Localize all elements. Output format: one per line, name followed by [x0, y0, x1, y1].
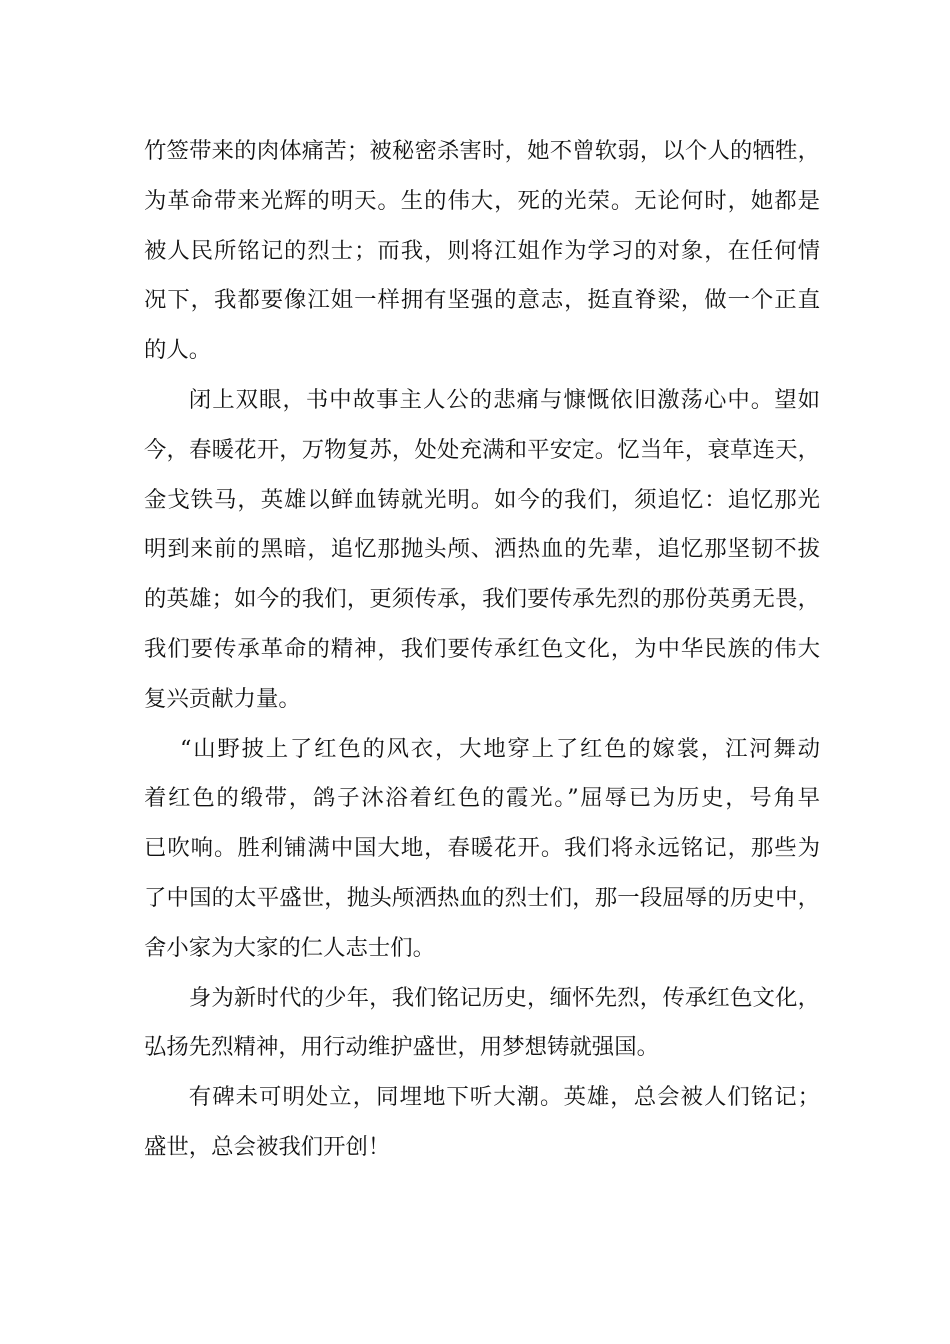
text-line: 已吹响。胜利铺满中国大地，春暖花开。我们将永远铭记，那些为 [144, 835, 820, 862]
paragraph [144, 1073, 820, 1173]
body-text [144, 127, 820, 1173]
text-line: 今，春暖花开，万物复苏，处处充满和平安定。忆当年，衰草连天， [144, 436, 820, 463]
text-line: 着红色的缎带，鸽子沐浴着红色的霞光。”屈辱已为历史，号角早 [144, 785, 820, 812]
paragraph [144, 376, 820, 725]
text-line: 我们要传承革命的精神，我们要传承红色文化，为中华民族的伟大 [144, 635, 820, 662]
paragraph [144, 127, 820, 376]
text-line: 弘扬先烈精神，用行动维护盛世，用梦想铸就强国。 [144, 1034, 659, 1061]
paragraph [144, 974, 820, 1074]
text-line: 的英雄；如今的我们，更须传承，我们要传承先烈的那份英勇无畏， [144, 586, 820, 613]
text-line: 竹签带来的肉体痛苦；被秘密杀害时，她不曾软弱，以个人的牺牲， [144, 138, 820, 164]
text-line: 了中国的太平盛世，抛头颅洒热血的烈士们，那一段屈辱的历史中， [144, 884, 820, 911]
text-line: 明到来前的黑暗，追忆那抛头颅、洒热血的先辈，追忆那坚韧不拔 [144, 536, 820, 563]
text-line: 为革命带来光辉的明天。生的伟大，死的光荣。无论何时，她都是 [144, 187, 820, 214]
text-line: 被人民所铭记的烈士；而我，则将江姐作为学习的对象，在任何情 [144, 237, 820, 264]
text-line: 金戈铁马，英雄以鲜血铸就光明。如今的我们，须追忆：追忆那光 [144, 486, 820, 513]
text-line: 盛世，总会被我们开创！ [144, 1133, 391, 1160]
text-line: 闭上双眼，书中故事主人公的悲痛与慷慨依旧激荡心中。望如 [188, 386, 820, 413]
text-line: 舍小家为大家的仁人志士们。 [144, 934, 436, 961]
text-line: 身为新时代的少年，我们铭记历史，缅怀先烈，传承红色文化， [188, 984, 820, 1011]
text-line: 况下，我都要像江姐一样拥有坚强的意志，挺直脊梁，做一个正直 [144, 287, 820, 314]
text-line: “山野披上了红色的风衣，大地穿上了红色的嫁裳，江河舞动 [180, 735, 820, 762]
text-line: 复兴贡献力量。 [144, 685, 301, 712]
paragraph [144, 725, 820, 974]
text-line: 的人。 [144, 337, 212, 364]
text-line: 有碑未可明处立，同埋地下听大潮。英雄，总会被人们铭记； [188, 1084, 820, 1111]
